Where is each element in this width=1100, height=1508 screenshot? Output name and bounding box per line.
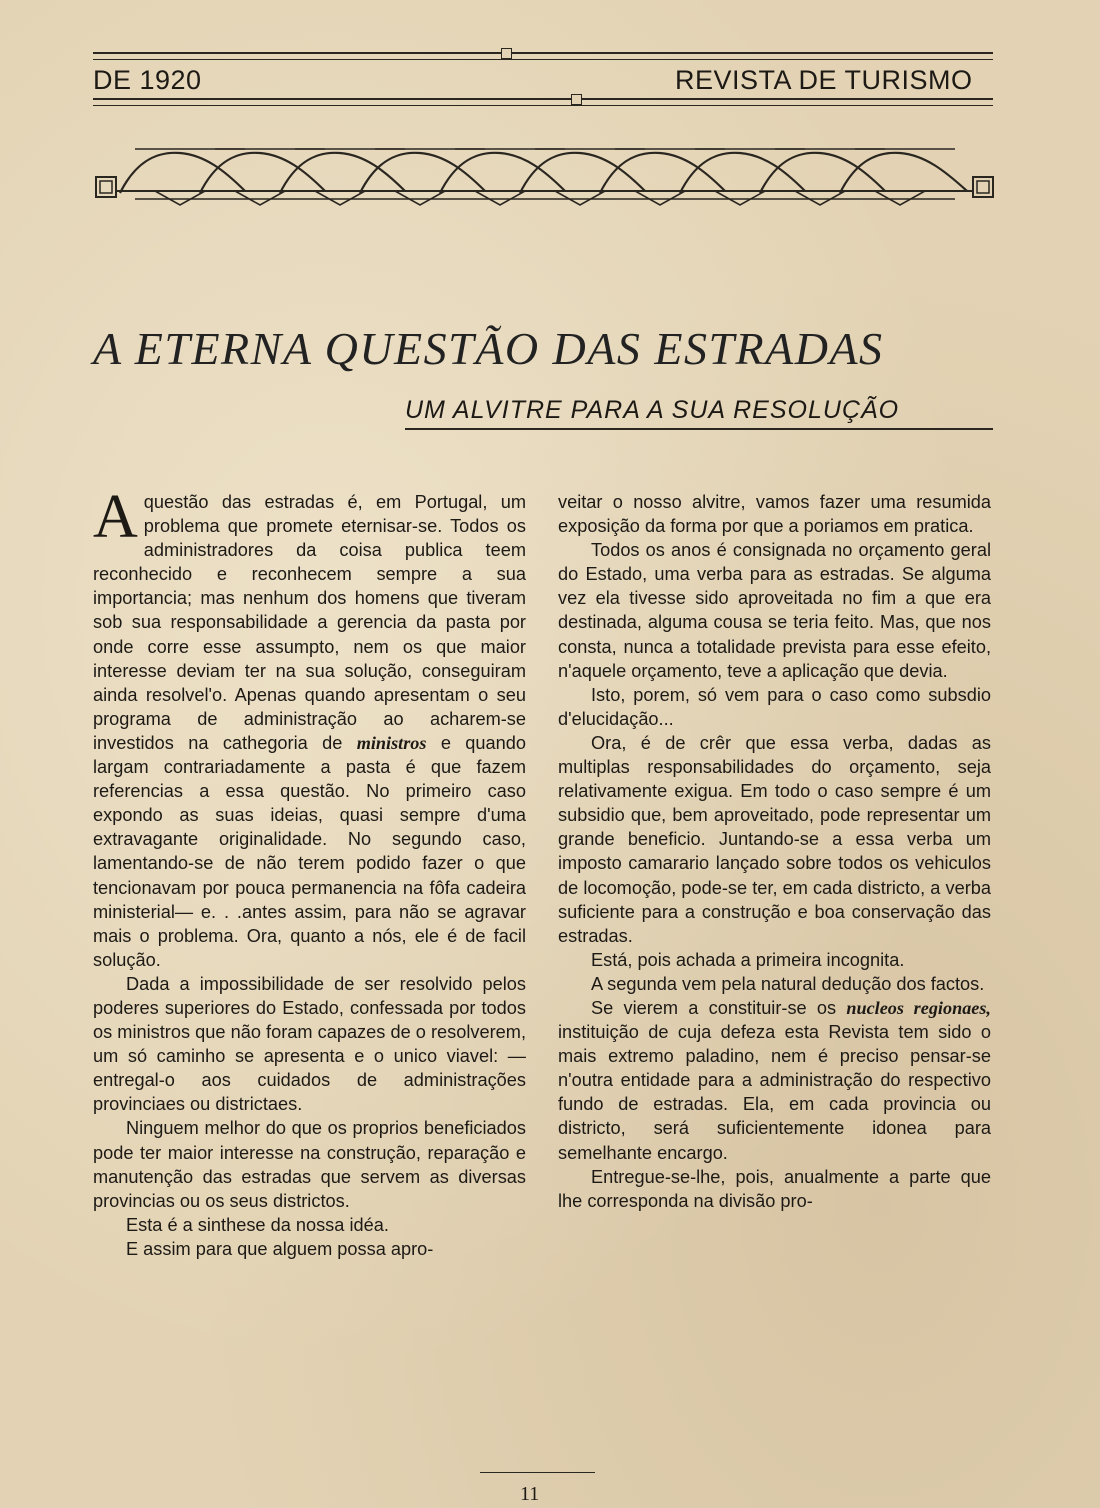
right-column [558, 490, 991, 1213]
header-top-rule [93, 52, 993, 60]
paragraph: Todos os anos é consignada no orçamento geral do Estado, uma verba para as estradas. Se alguma vez ela tivesse sido aproveitada no fim a que era destinada, alguma cousa se teria feito. Mas, que nos consta, nunca a totalidade prevista para esse efeito, n'aquele orçamento, teve a aplicação que devia. [558, 540, 991, 681]
decorative-border-ornament [95, 143, 995, 211]
paragraph: Dada a impossibilidade de ser resolvido pelos poderes superiores do Estado, confessada por todos os ministros que não foram capazes de o resolverem, um só caminho se apresenta e o unico viavel: — entregal-o aos cuidados de administrações provinciaes ou districtaes. [93, 973, 526, 1115]
paragraph: Ora, é de crêr que essa verba, dadas as multiplas responsabilidades do orçamento, seja relativamente exigua. Em todo o caso sempre é um subsidio que, bem aproveitado, pode representar um grande beneficio. Juntando-se a essa verba um imposto camarario lançado sobre todos os vehiculos de locomoção, pode-se ter, em cada districto, a verba suficiente para a construção e boa conservação das estradas. [558, 732, 991, 946]
paragraph [93, 483, 526, 972]
page-number: 11 [520, 1483, 540, 1505]
paragraph: E assim para que alguem possa apro- [126, 1238, 434, 1259]
drop-cap: A [93, 483, 138, 551]
paragraph-text: questão das estradas é, em Portugal, um problema que promete eternisar-se. Todos os administradores da coisa publica teem reconhecido e reconhecem sempre a sua importancia; mas nenhum dos homens que tiveram sob sua responsabilidade a gerencia da pasta por onde corre esse assumpto, nem os que maior interesse deviam ter na sua solução, conseguiram ainda resolvel'o. Apenas quando apresentam o seu programa de administração ao acharem-se investidos na cathegoria de [93, 492, 526, 753]
paragraph [558, 996, 991, 1165]
paragraph: Está, pois achada a primeira incognita. [591, 949, 905, 970]
paragraph: Isto, porem, só vem para o caso como subsdio d'elucidação... [558, 684, 991, 729]
article-subtitle: UM ALVITRE PARA A SUA RESOLUÇÃO [405, 396, 900, 424]
paragraph: A segunda vem pela natural dedução dos factos. [591, 973, 985, 994]
paragraph: Ninguem melhor do que os proprios beneficiados pode ter maior interesse na construção, reparação e manutenção das estradas que servem as diversas provincias ou os seus districtos. [93, 1118, 526, 1211]
subtitle-underline [405, 428, 993, 430]
paragraph: Esta é a sinthese da nossa idéa. [126, 1214, 389, 1235]
footer-rule [480, 1472, 595, 1473]
header-bottom-square-ornament [571, 94, 582, 105]
emphasis-text: ministros [356, 732, 427, 753]
paragraph-text: Se vierem a constituir-se os [591, 997, 837, 1018]
header-date: DE 1920 [93, 65, 202, 95]
paragraph: Entregue-se-lhe, pois, anualmente a parte que lhe corresponda na divisão pro- [558, 1166, 991, 1211]
header-top-square-ornament [501, 48, 512, 59]
paragraph-text: e quando largam contrariadamente a pasta é que fazem referencias a essa questão. No primeiro caso expondo as suas ideias, quasi sempre d'uma extravagante originalidade. No segundo caso, lamentando-se de não terem podido fazer o que tencionavam por pouca permanencia na fôfa cadeira ministerial— e. . .antes assim, para não se agravar mais o problema. Ora, quanto a nós, ele é de facil solução. [93, 732, 526, 970]
paragraph: veitar o nosso alvitre, vamos fazer uma resumida exposição da forma por que a poriamos em pratica. [558, 492, 991, 537]
left-column [93, 483, 526, 1261]
emphasis-text: nucleos regionaes, [846, 997, 991, 1018]
article-title: A ETERNA QUESTÃO DAS ESTRADAS [93, 323, 884, 374]
header-bottom-rule [93, 98, 993, 106]
paragraph-text: instituição de cuja defeza esta Revista tem sido o mais extremo paladino, nem é preciso pensar-se n'outra entidade para a administração do respectivo fundo de estradas. Ela, em cada provincia ou districto, será suficientemente idonea para semelhante encargo. [558, 1022, 991, 1163]
header-magazine-name: REVISTA DE TURISMO [675, 65, 973, 95]
